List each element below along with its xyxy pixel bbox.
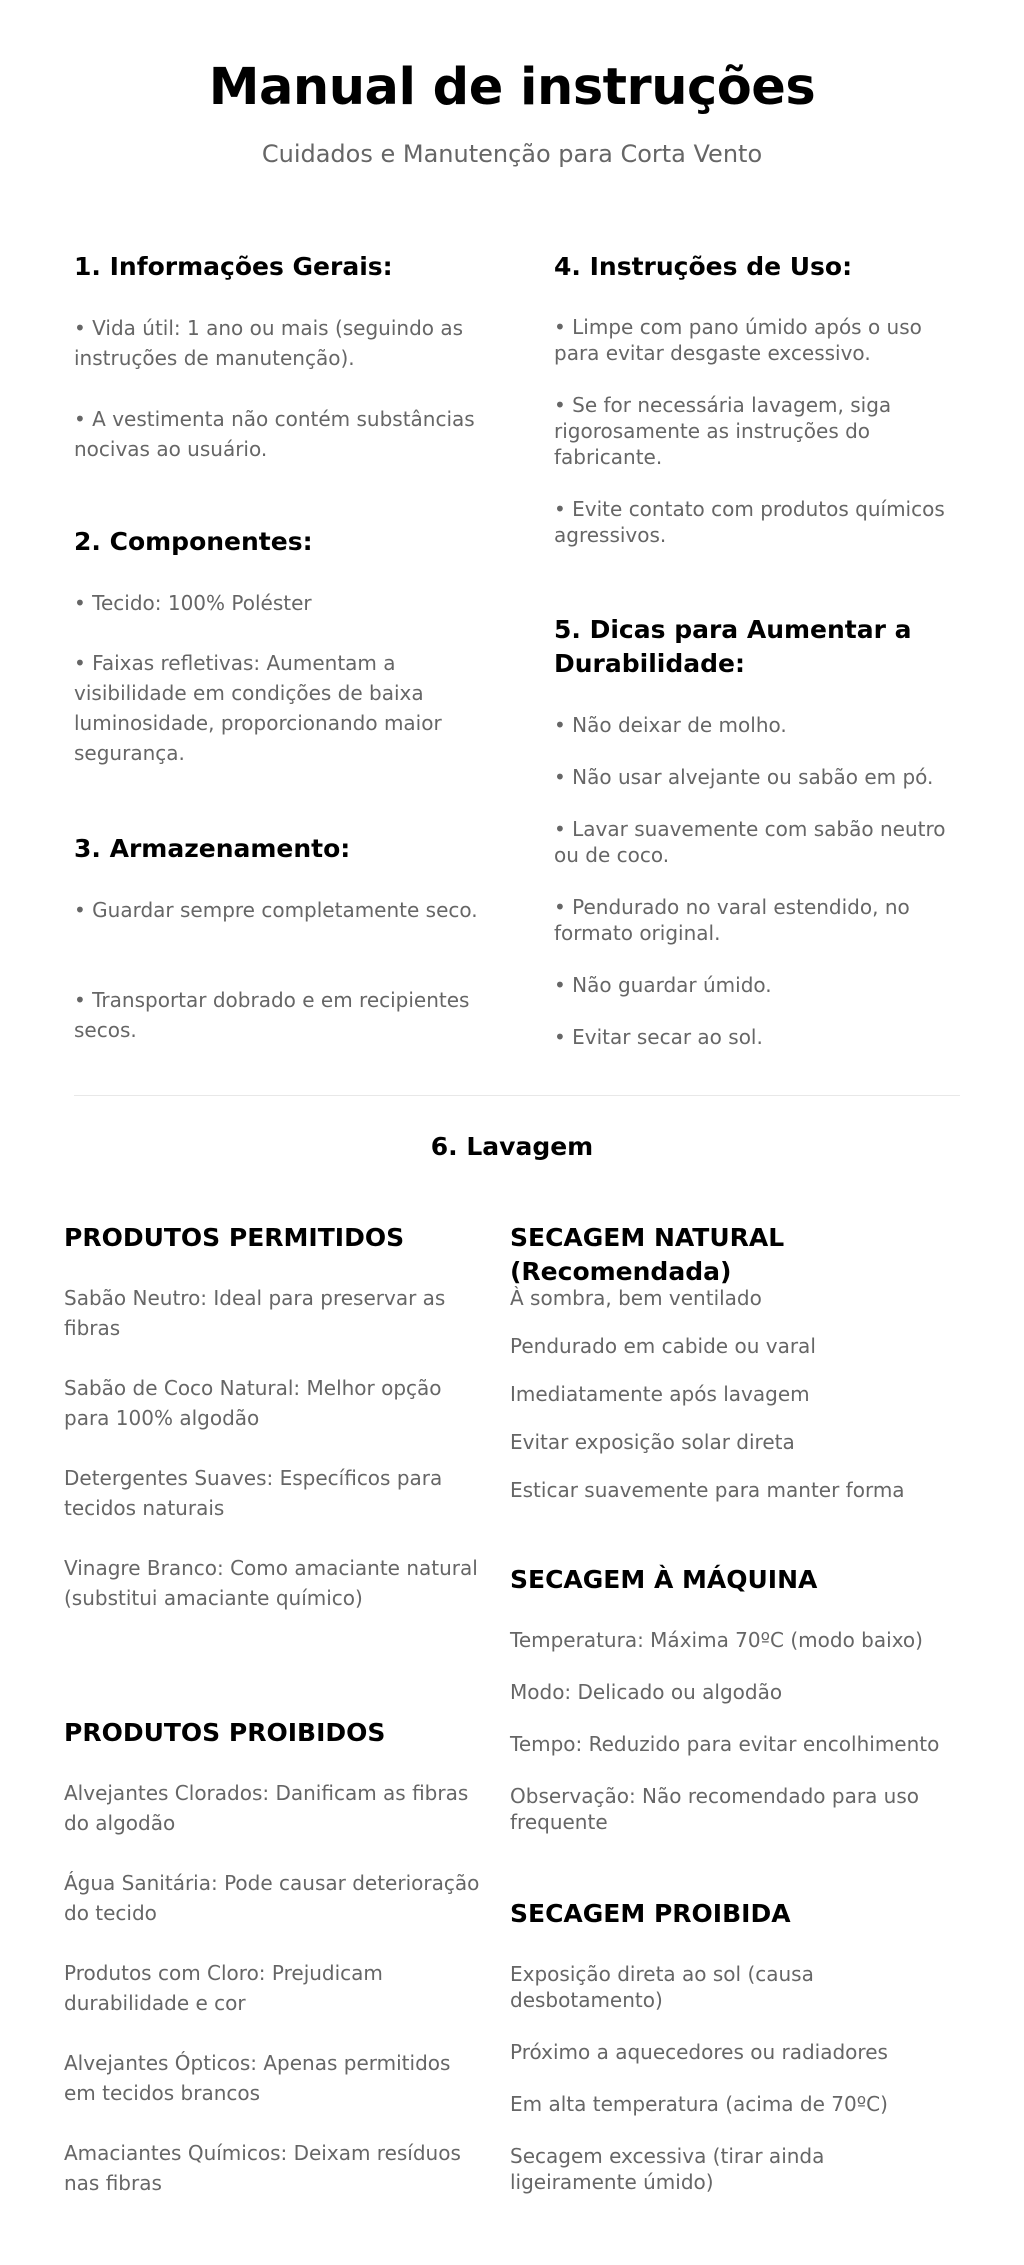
- section-1-title: 1. Informações Gerais:: [74, 252, 393, 281]
- forbidden-drying-title: SECAGEM PROIBIDA: [510, 1899, 791, 1928]
- natural-drying-title: SECAGEM NATURAL (Recomendada): [510, 1223, 785, 1286]
- section-1-item: • Vida útil: 1 ano ou mais (seguindo as instruções de manutenção).: [74, 316, 464, 370]
- section-2-title: 2. Componentes:: [74, 527, 313, 556]
- forbidden-drying-item: Próximo a aquecedores ou radiadores: [510, 2040, 888, 2064]
- section-6-title: 6. Lavagem: [430, 1132, 594, 1161]
- section-2-item: • Tecido: 100% Poléster: [74, 591, 312, 615]
- forbidden-product-item: Água Sanitária: Pode causar deterioração do tecido: [64, 1871, 480, 1925]
- section-4-item: • Limpe com pano úmido após o uso para evitar desgaste excessivo.: [554, 315, 922, 365]
- machine-drying-item: Tempo: Reduzido para evitar encolhimento: [510, 1732, 940, 1756]
- forbidden-products-title: PRODUTOS PROIBIDOS: [64, 1718, 386, 1747]
- section-4-item: • Evite contato com produtos químicos agressivos.: [554, 497, 945, 547]
- allowed-product-item: Sabão de Coco Natural: Melhor opção para 100% algodão: [64, 1376, 442, 1430]
- forbidden-product-item: Amaciantes Químicos: Deixam resíduos nas fibras: [64, 2141, 461, 2195]
- section-3-item: • Transportar dobrado e em recipientes secos.: [74, 988, 470, 1042]
- natural-drying-item: Pendurado em cabide ou varal: [510, 1334, 816, 1358]
- forbidden-product-item: Produtos com Cloro: Prejudicam durabilidade e cor: [64, 1961, 383, 2015]
- machine-drying-item: Observação: Não recomendado para uso frequente: [510, 1784, 920, 1834]
- forbidden-product-item: Alvejantes Ópticos: Apenas permitidos em tecidos brancos: [64, 2051, 451, 2105]
- section-5-title: 5. Dicas para Aumentar a Durabilidade:: [554, 615, 912, 678]
- natural-drying-item: À sombra, bem ventilado: [510, 1286, 762, 1310]
- forbidden-drying-item: Em alta temperatura (acima de 70ºC): [510, 2092, 888, 2116]
- page-subtitle: Cuidados e Manutenção para Corta Vento: [261, 140, 763, 168]
- allowed-products-title: PRODUTOS PERMITIDOS: [64, 1223, 405, 1252]
- forbidden-drying-item: Secagem excessiva (tirar ainda ligeiramente úmido): [510, 2144, 825, 2194]
- machine-drying-item: Modo: Delicado ou algodão: [510, 1680, 783, 1704]
- natural-drying-item: Imediatamente após lavagem: [510, 1382, 810, 1406]
- section-3-item: • Guardar sempre completamente seco.: [74, 898, 478, 922]
- section-5-item: • Não usar alvejante ou sabão em pó.: [554, 765, 934, 789]
- natural-drying-item: Esticar suavemente para manter forma: [510, 1478, 905, 1502]
- section-1-item: • A vestimenta não contém substâncias nocivas ao usuário.: [74, 407, 475, 461]
- natural-drying-item: Evitar exposição solar direta: [510, 1430, 795, 1454]
- section-4-title: 4. Instruções de Uso:: [554, 252, 853, 281]
- section-3-title: 3. Armazenamento:: [74, 834, 351, 863]
- section-5-item: • Pendurado no varal estendido, no formato original.: [554, 895, 910, 945]
- forbidden-drying-item: Exposição direta ao sol (causa desbotamento): [510, 1962, 814, 2012]
- section-5-item: • Lavar suavemente com sabão neutro ou de coco.: [554, 817, 946, 867]
- section-5-item: • Evitar secar ao sol.: [554, 1025, 763, 1049]
- machine-drying-title: SECAGEM À MÁQUINA: [510, 1565, 818, 1594]
- page-title: Manual de instruções: [208, 58, 816, 117]
- section-4-item: • Se for necessária lavagem, siga rigorosamente as instruções do fabricante.: [554, 393, 892, 469]
- forbidden-product-item: Alvejantes Clorados: Danificam as fibras do algodão: [64, 1781, 469, 1835]
- section-5-item: • Não deixar de molho.: [554, 713, 787, 737]
- section-2-item: • Faixas refletivas: Aumentam a visibilidade em condições de baixa luminosidade, proporcionando maior segurança.: [74, 651, 442, 765]
- allowed-product-item: Sabão Neutro: Ideal para preservar as fibras: [64, 1286, 446, 1340]
- section-5-item: • Não guardar úmido.: [554, 973, 772, 997]
- allowed-product-item: Detergentes Suaves: Específicos para tecidos naturais: [64, 1466, 443, 1520]
- section-divider: [74, 1095, 960, 1096]
- allowed-product-item: Vinagre Branco: Como amaciante natural (substitui amaciante químico): [64, 1556, 478, 1610]
- machine-drying-item: Temperatura: Máxima 70ºC (modo baixo): [510, 1628, 923, 1652]
